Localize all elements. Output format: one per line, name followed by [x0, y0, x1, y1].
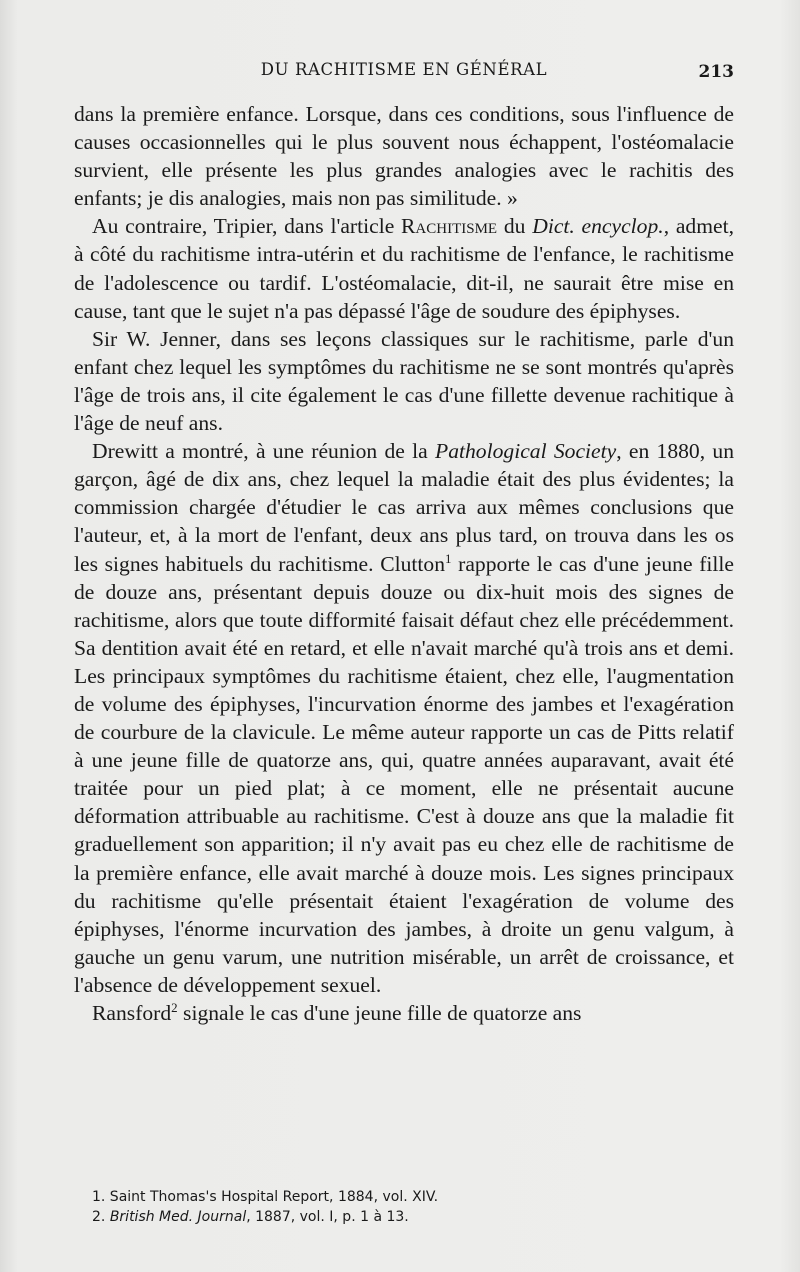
paragraph-2 — [74, 212, 734, 324]
paragraph-3 — [74, 325, 734, 437]
page-number: 213 — [698, 62, 734, 82]
paragraph-2-text-b: du — [497, 214, 533, 239]
paragraph-5 — [74, 999, 734, 1027]
paragraph-2-text-c: , admet, à côté du rachitisme intra-utérin et du rachitisme de l'enfance, le rachitisme de l'adolescence ou tardif. L'ostéomalacie, dit-il, ne saurait être mise en cause, tant que le sujet n'a pas dépassé l'âge de soudure des épiphyses. — [74, 214, 734, 323]
article-title-smallcaps: Rachitisme — [401, 214, 498, 239]
footnote-ref-2: 2 — [171, 999, 178, 1015]
paragraph-1 — [74, 100, 734, 212]
dict-encyclop-italic: Dict. encyclop. — [532, 214, 664, 239]
running-title: DU RACHITISME EN GÉNÉRAL — [260, 60, 548, 79]
footnote-2-rest: , 1887, vol. I, p. 1 à 13. — [246, 1209, 409, 1225]
paragraph-4-text-c: rapporte le cas d'une jeune fille de douze ans, présentant depuis douze ou dix-huit mois des signes de rachitisme, alors que toute difformité faisait défaut chez elle précédemment. Sa dentition avait été en retard, et elle n'avait marché qu'à trois ans et demi. Les principaux symptômes du rachitisme étaient, chez elle, l'augmentation de volume des épiphyses, l'incurvation énorme des jambes et l'exagération de courbure de la clavicule. Le même auteur rapporte un cas de Pitts relatif à une jeune fille de quatorze ans, qui, quatre années auparavant, avait été traitée pour un pied plat; à ce moment, elle ne présentait aucune déformation attribuable au rachitisme. C'est à douze ans que la maladie fit graduellement son apparition; il n'y avait pas eu chez elle de rachitisme de la première enfance, elle avait marché à douze mois. Les signes principaux du rachitisme qu'elle présentait étaient l'exagération de volume des épiphyses, l'énorme incurvation des jambes, à droite un genu valgum, à gauche un genu varum, une nutrition misérable, un arrêt de croissance, et l'absence de développement sexuel. — [74, 551, 734, 997]
pathological-society-italic: Pathological Society — [435, 439, 617, 464]
paragraph-1-text: dans la première enfance. Lorsque, dans ces conditions, sous l'influence de causes occasionnelles qui le plus souvent nous échappent, l'ostéomalacie survient, elle présente les plus grandes analogies avec le rachitis des enfants; je dis analogies, mais non pas similitude. » — [74, 102, 734, 211]
footnote-2-journal: British Med. Journal — [109, 1209, 247, 1225]
footnotes — [92, 1187, 732, 1227]
footnote-ref-1: 1 — [445, 550, 452, 566]
paragraph-5-text-a: Ransford — [92, 1001, 172, 1025]
paragraph-4-text-b: , en 1880, un garçon, âgé de dix ans, chez lequel la maladie était des plus évidentes; la commission chargée d'étudier le cas arriva aux mêmes conclusions que l'auteur, et, à la mort de l'enfant, deux ans plus tard, on trouva dans les os les signes habituels du rachitisme. Clutton — [74, 439, 734, 576]
footnote-2 — [92, 1207, 732, 1227]
paragraph-5-text-b: signale le cas d'une jeune fille de quatorze ans — [177, 1001, 582, 1025]
page-header — [74, 60, 734, 88]
paragraph-4 — [74, 437, 734, 999]
paragraph-2-text-a: Au contraire, Tripier, dans l'article — [92, 214, 402, 239]
footnote-2-number: 2. — [92, 1209, 110, 1225]
paragraph-3-text: Sir W. Jenner, dans ses leçons classiques sur le rachitisme, parle d'un enfant chez lequel les symptômes du rachitisme ne se sont montrés qu'après l'âge de trois ans, il cite également le cas d'une fillette devenue rachitique à l'âge de neuf ans. — [74, 326, 734, 436]
paragraph-4-text-a: Drewitt a montré, à une réunion de la — [92, 439, 436, 464]
footnote-1: 1. Saint Thomas's Hospital Report, 1884, vol. XIV. — [92, 1189, 439, 1205]
body-text — [74, 100, 734, 1027]
